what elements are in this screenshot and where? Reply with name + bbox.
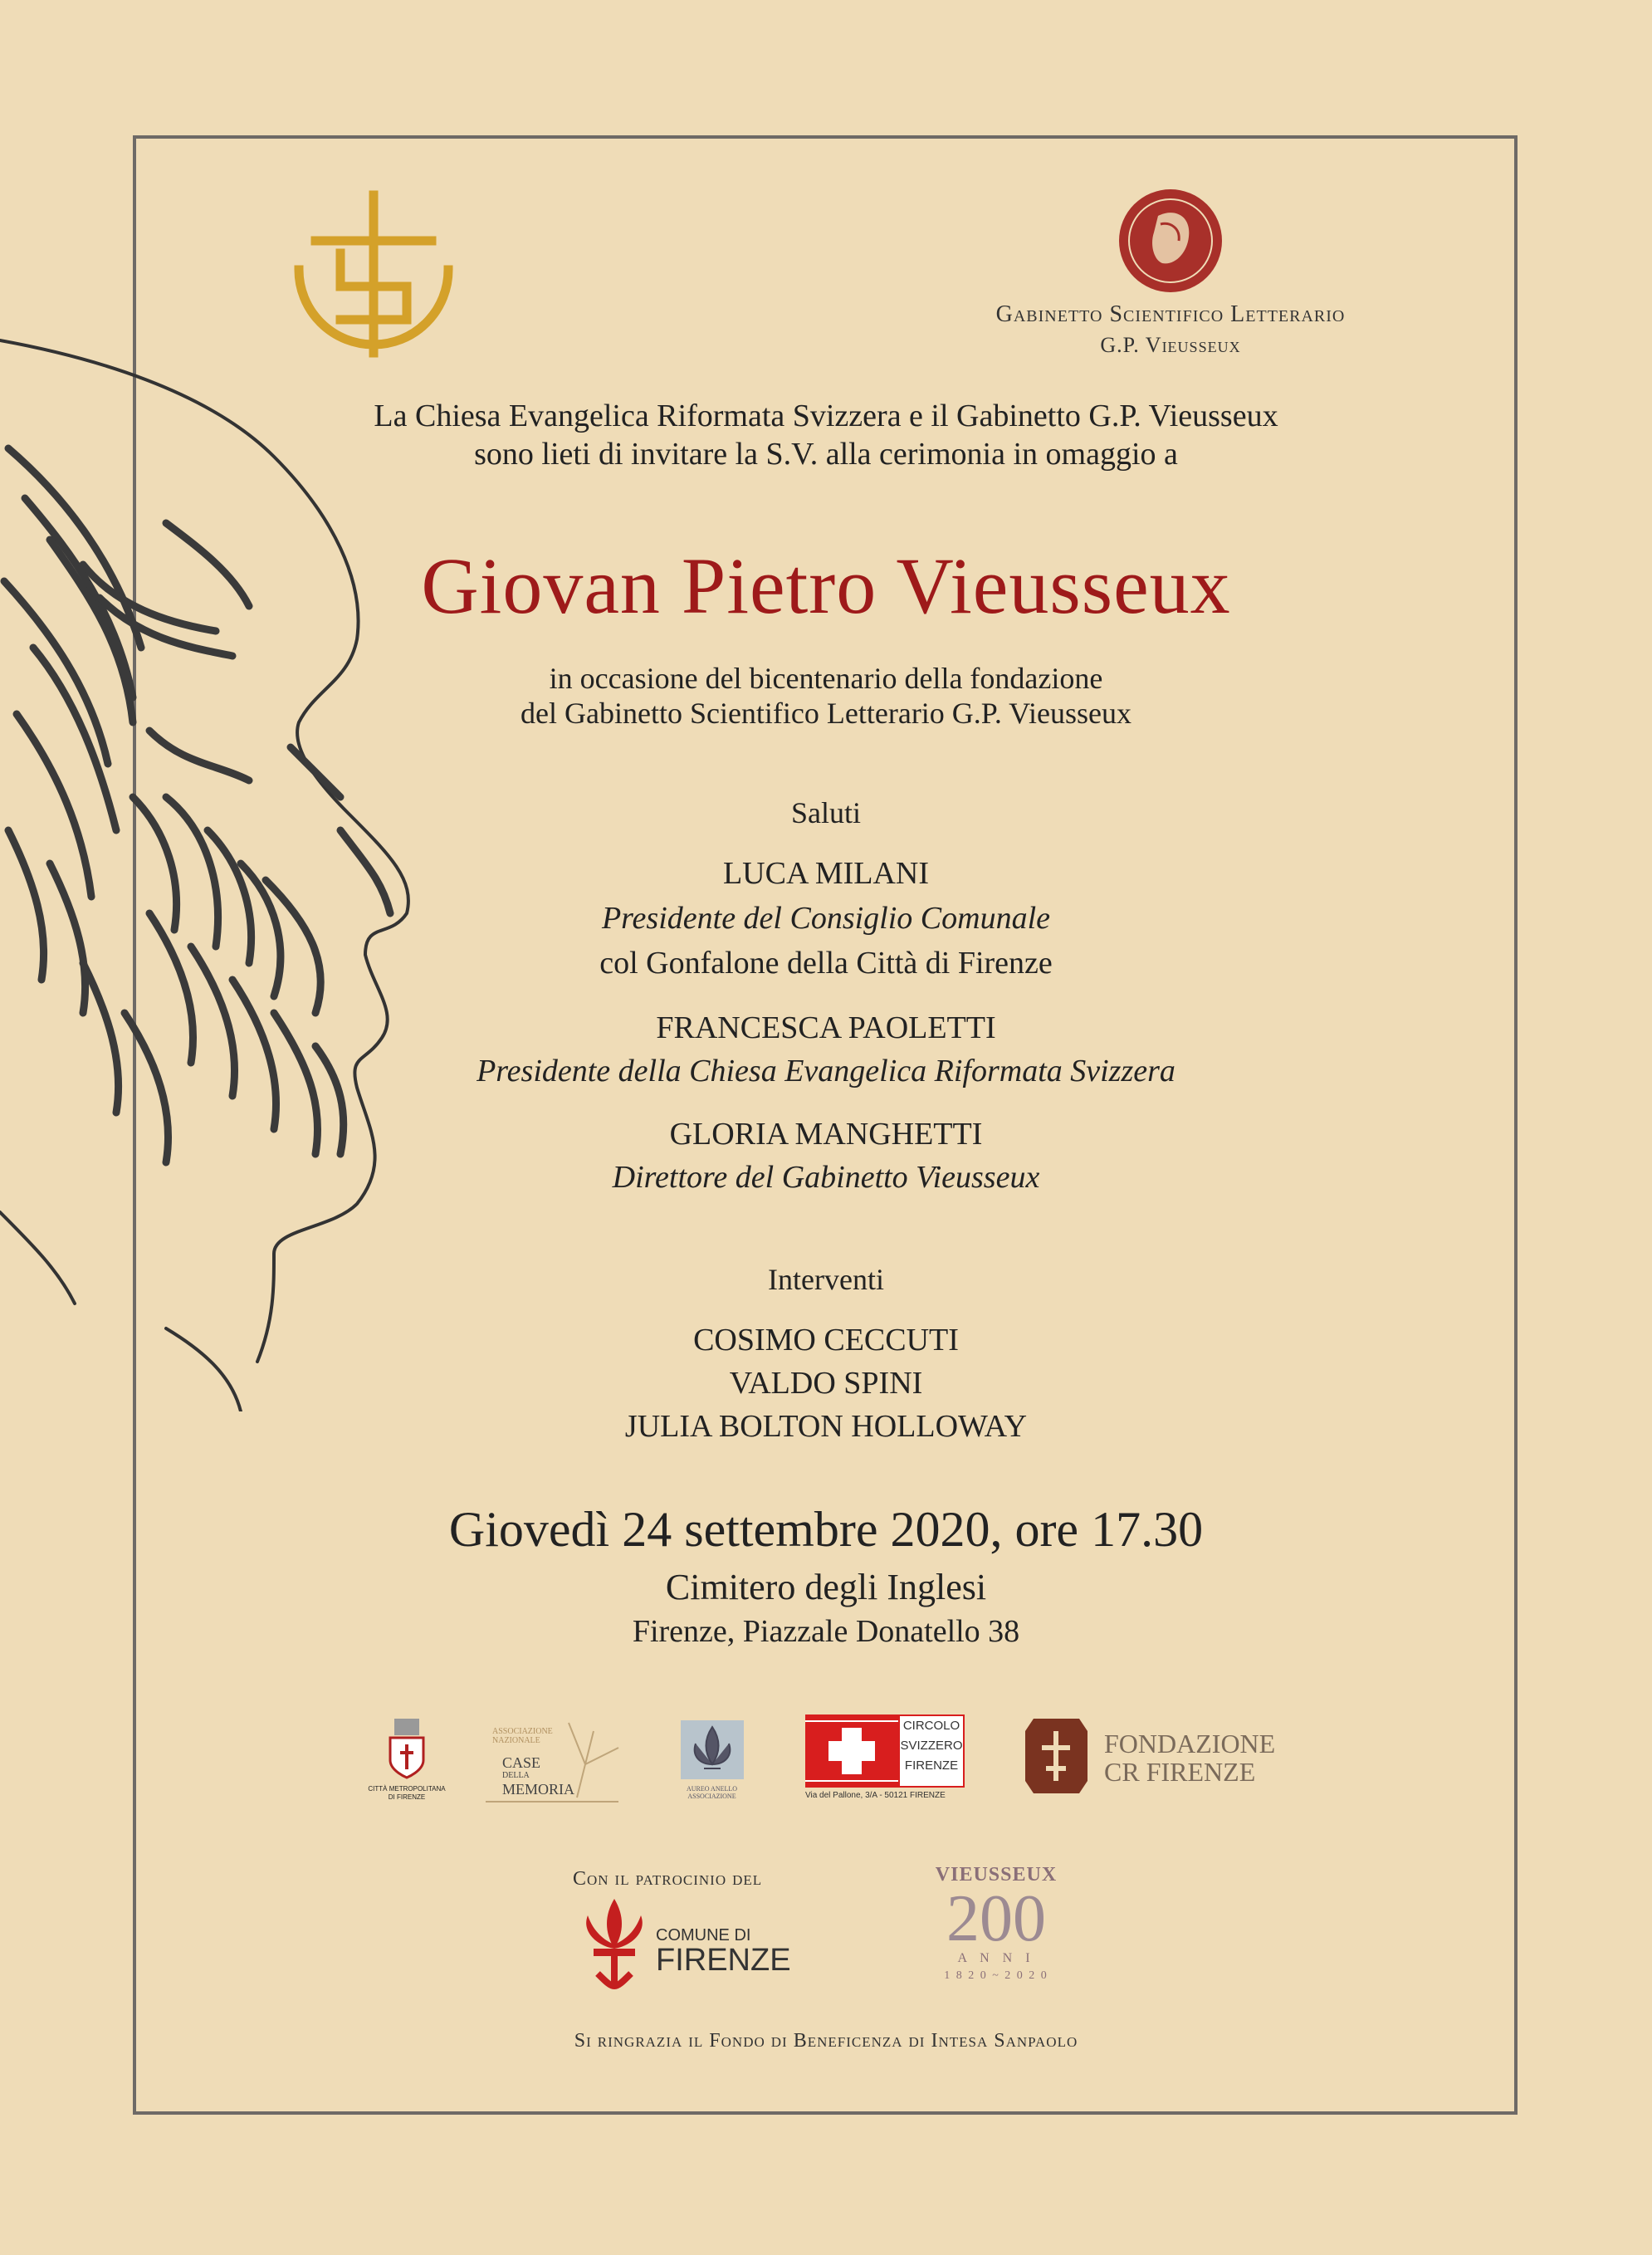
anniversary-name: VIEUSSEUX xyxy=(935,1864,1058,1886)
anniversary-anni: A N N I xyxy=(957,1951,1035,1965)
event-date: Giovedì 24 settembre 2020, ore 17.30 xyxy=(448,1502,1204,1557)
fleur-de-lis-icon xyxy=(679,1719,745,1781)
circolo-line3: FIRENZE xyxy=(904,1759,959,1773)
speaker-name: LUCA MILANI xyxy=(722,856,930,891)
aureo-anello-logo xyxy=(677,1719,747,1800)
comune-line2: FIRENZE xyxy=(656,1943,791,1978)
vieusseux-logo-line2: G.P. Vieusseux xyxy=(1100,333,1241,357)
intervention-name: JULIA BOLTON HOLLOWAY xyxy=(624,1409,1028,1444)
vieusseux-logo-line1: Gabinetto Scientifico Letterario xyxy=(995,301,1346,327)
speaker-role: Presidente del Consiglio Comunale xyxy=(601,901,1051,936)
citta-metro-line2: DI FIRENZE xyxy=(388,1793,426,1801)
case-memoria-line1: ASSOCIAZIONE xyxy=(492,1727,553,1736)
case-memoria-line3: CASE xyxy=(502,1754,541,1771)
anniversary-number: 200 xyxy=(946,1882,1046,1955)
speaker-name: FRANCESCA PAOLETTI xyxy=(656,1010,996,1045)
event-address: Firenze, Piazzale Donatello 38 xyxy=(632,1614,1020,1649)
florentine-lily-icon xyxy=(573,1895,656,1993)
shield-icon xyxy=(382,1714,432,1781)
circolo-address: Via del Pallone, 3/A - 50121 FIRENZE xyxy=(805,1791,946,1800)
thanks-line: Si ringrazia il Fondo di Beneficenza di Intesa Sanpaolo xyxy=(574,2030,1078,2052)
occasion-line-1: in occasione del bicentenario della fondazione xyxy=(549,662,1103,695)
circolo-line1: CIRCOLO xyxy=(902,1719,960,1733)
swiss-reformed-church-cross-logo xyxy=(282,187,465,369)
patronage-label: Con il patrocinio del xyxy=(573,1868,763,1890)
intervention-name: VALDO SPINI xyxy=(729,1366,923,1401)
comune-line1: COMUNE DI xyxy=(656,1926,751,1944)
vieusseux-seal-icon xyxy=(1112,187,1229,295)
case-memoria-line5: MEMORIA xyxy=(502,1781,575,1798)
swiss-flag-icon xyxy=(805,1714,898,1788)
gabinetto-vieusseux-logo xyxy=(955,187,1386,369)
intervention-name: COSIMO CECCUTI xyxy=(693,1323,959,1357)
comune-di-firenze-logo xyxy=(573,1895,797,1994)
aureo-line2: ASSOCIAZIONE xyxy=(687,1793,736,1800)
speaker-role: Direttore del Gabinetto Vieusseux xyxy=(612,1160,1040,1195)
fondazione-line1: FONDAZIONE xyxy=(1104,1729,1276,1759)
circolo-line2: SVIZZERO xyxy=(900,1739,963,1753)
intro-line-2: sono lieti di invitare la S.V. alla cerimonia in omaggio a xyxy=(474,437,1178,472)
honoree-title: Giovan Pietro Vieusseux xyxy=(421,541,1231,630)
anniversary-years: 1 8 2 0 ~ 2 0 2 0 xyxy=(944,1969,1048,1982)
occasion-text xyxy=(0,661,1652,731)
intro-line-1: La Chiesa Evangelica Riformata Svizzera e il Gabinetto G.P. Vieusseux xyxy=(374,399,1278,433)
speaker-name: GLORIA MANGHETTI xyxy=(669,1117,983,1152)
case-della-memoria-logo xyxy=(486,1714,627,1806)
vieusseux-200-logo xyxy=(921,1864,1071,1983)
occasion-line-2: del Gabinetto Scientifico Letterario G.P. Vieusseux xyxy=(521,697,1131,730)
event-place: Cimitero degli Inglesi xyxy=(665,1567,987,1607)
fondazione-emblem-icon xyxy=(1017,1714,1096,1798)
citta-metropolitana-logo xyxy=(365,1714,448,1802)
invitation-intro xyxy=(0,397,1652,473)
circolo-svizzero-logo xyxy=(805,1714,967,1806)
citta-metro-line1: CITTÀ METROPOLITANA xyxy=(368,1785,446,1793)
saluti-heading: Saluti xyxy=(790,796,861,829)
case-memoria-line2: NAZIONALE xyxy=(492,1736,540,1745)
speaker-role: Presidente della Chiesa Evangelica Riformata Svizzera xyxy=(477,1054,1175,1088)
fondazione-line2: CR FIRENZE xyxy=(1104,1757,1256,1787)
case-memoria-line4: DELLA xyxy=(502,1771,530,1780)
fondazione-cr-firenze-logo xyxy=(1017,1714,1283,1798)
aureo-line1: AUREO ANELLO xyxy=(686,1785,738,1793)
interventi-heading: Interventi xyxy=(768,1263,884,1296)
speaker-note: col Gonfalone della Città di Firenze xyxy=(599,946,1053,981)
